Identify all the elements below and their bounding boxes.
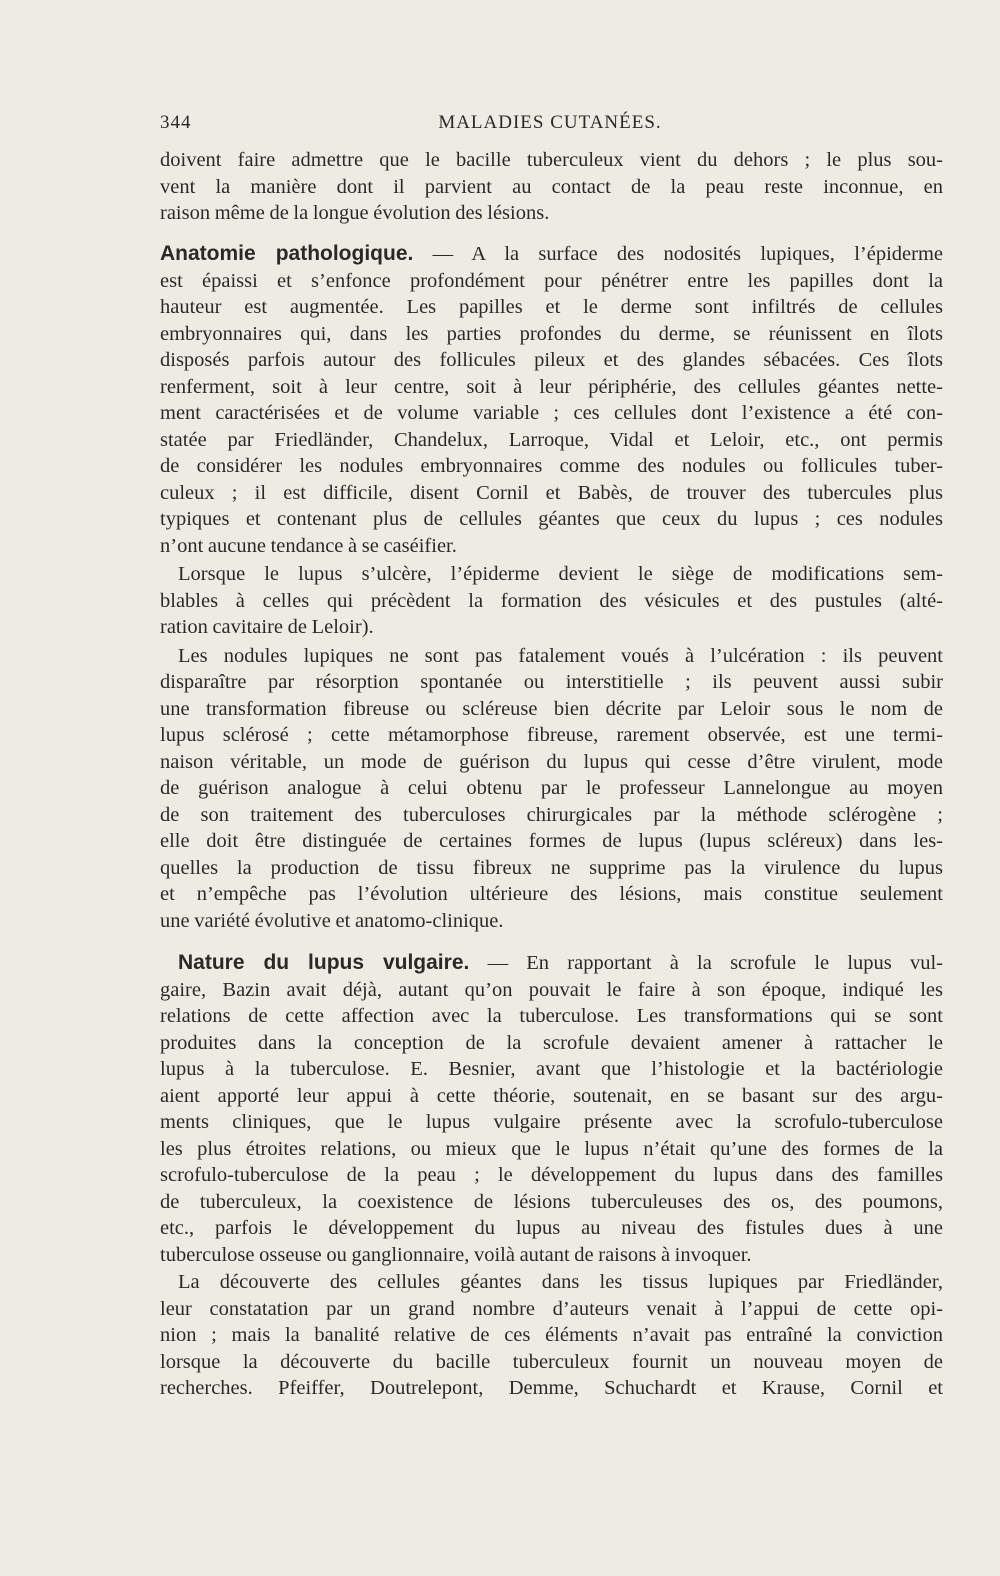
text-line: La découverte des cellules géantes dans les tissus lupiques par Friedländer, bbox=[178, 1271, 943, 1293]
text-line: produites dans la conception de la scrofule devaient amener à rattacher le bbox=[160, 1032, 943, 1054]
text-line: raison même de la longue évolution des lésions. bbox=[160, 202, 550, 224]
text-line: de tuberculeux, la coexistence de lésions tuberculeuses des os, des poumons, bbox=[160, 1191, 943, 1213]
text-line: scrofulo-tuberculose de la peau ; le développement du lupus dans des familles bbox=[160, 1164, 943, 1186]
text-line: une variété évolutive et anatomo-clinique. bbox=[160, 910, 504, 932]
text-line: une transformation fibreuse ou scléreuse bien décrite par Leloir sous le nom de bbox=[160, 698, 943, 720]
text-line: est épaissi et s’enfonce profondément pour pénétrer entre les papilles dont la bbox=[160, 270, 943, 292]
text-line: embryonnaires qui, dans les parties profondes du derme, se réunissent en îlots bbox=[160, 323, 943, 345]
text-line: quelles la production de tissu fibreux ne supprime pas la virulence du lupus bbox=[160, 857, 943, 879]
text-line: nion ; mais la banalité relative de ces éléments n’avait pas entraîné la conviction bbox=[160, 1324, 943, 1346]
section-heading-line bbox=[160, 949, 943, 977]
text-line: leur constatation par un grand nombre d’auteurs venait à l’appui de cette opi- bbox=[160, 1298, 943, 1320]
text-line: hauteur est augmentée. Les papilles et le derme sont infiltrés de cellules bbox=[160, 296, 943, 318]
text-line: ment caractérisées et de volume variable ; ces cellules dont l’existence a été con- bbox=[160, 402, 943, 424]
text-line: — En rapportant à la scrofule le lupus vul- bbox=[487, 952, 943, 974]
section-heading-nature: Nature du lupus vulgaire. bbox=[178, 951, 470, 974]
section-heading-line bbox=[160, 240, 943, 268]
text-line: lorsque la découverte du bacille tuberculeux fournit un nouveau moyen de bbox=[160, 1351, 943, 1373]
text-line: Lorsque le lupus s’ulcère, l’épiderme devient le siège de modifications sem- bbox=[178, 563, 943, 585]
text-line: naison véritable, un mode de guérison du lupus qui cesse d’être virulent, mode bbox=[160, 751, 943, 773]
text-line: disparaître par résorption spontanée ou interstitielle ; ils peuvent aussi subir bbox=[160, 671, 943, 693]
text-line: et n’empêche pas l’évolution ultérieure des lésions, mais constitue seulement bbox=[160, 883, 943, 905]
text-line: aient apporté leur appui à cette théorie, soutenait, en se basant sur des argu- bbox=[160, 1085, 943, 1107]
text-line: typiques et contenant plus de cellules géantes que ceux du lupus ; ces nodules bbox=[160, 508, 943, 530]
text-line: Les nodules lupiques ne sont pas fatalement voués à l’ulcération : ils peuvent bbox=[178, 645, 943, 667]
text-line: tuberculose osseuse ou ganglionnaire, voilà autant de raisons à invoquer. bbox=[160, 1244, 752, 1266]
text-line: lupus sclérosé ; cette métamorphose fibreuse, rarement observée, est une termi- bbox=[160, 724, 943, 746]
text-line: recherches. Pfeiffer, Doutrelepont, Demme, Schuchardt et Krause, Cornil et bbox=[160, 1377, 943, 1399]
text-line: culeux ; il est difficile, disent Cornil et Babès, de trouver des tubercules plus bbox=[160, 482, 943, 504]
text-line: relations de cette affection avec la tuberculose. Les transformations qui se sont bbox=[160, 1005, 943, 1027]
text-line: gaire, Bazin avait déjà, autant qu’on pouvait le faire à son époque, indiqué les bbox=[160, 979, 943, 1001]
text-line: de son traitement des tuberculoses chirurgicales par la méthode sclérogène ; bbox=[160, 804, 943, 826]
text-line: — A la surface des nodosités lupiques, l’épiderme bbox=[432, 243, 944, 265]
text-line: n’ont aucune tendance à se caséifier. bbox=[160, 535, 457, 557]
text-line: ration cavitaire de Leloir). bbox=[160, 616, 374, 638]
text-line: de considérer les nodules embryonnaires comme des nodules ou follicules tuber- bbox=[160, 455, 943, 477]
text-line: ments cliniques, que le lupus vulgaire présente avec la scrofulo-tuberculose bbox=[160, 1111, 943, 1133]
text-line: blables à celles qui précèdent la formation des vésicules et des pustules (alté- bbox=[160, 590, 943, 612]
text-line: de guérison analogue à celui obtenu par le professeur Lannelongue au moyen bbox=[160, 777, 943, 799]
running-header bbox=[160, 112, 940, 140]
text-line: etc., parfois le développement du lupus au niveau des fistules dues à une bbox=[160, 1217, 943, 1239]
text-line: statée par Friedländer, Chandelux, Larroque, Vidal et Leloir, etc., ont permis bbox=[160, 429, 943, 451]
text-line: doivent faire admettre que le bacille tuberculeux vient du dehors ; le plus sou- bbox=[160, 149, 943, 171]
running-title: MALADIES CUTANÉES. bbox=[438, 112, 662, 133]
text-line: elle doit être distinguée de certaines formes de lupus (lupus scléreux) dans les- bbox=[160, 830, 943, 852]
text-line: disposés parfois autour des follicules pileux et des glandes sébacées. Ces îlots bbox=[160, 349, 943, 371]
text-line: vent la manière dont il parvient au contact de la peau reste inconnue, en bbox=[160, 176, 943, 198]
page-number: 344 bbox=[160, 112, 192, 133]
text-line: lupus à la tuberculose. E. Besnier, avant que l’histologie et la bactériologie bbox=[160, 1058, 943, 1080]
text-line: les plus étroites relations, ou mieux que le lupus n’était qu’une des formes de la bbox=[160, 1138, 943, 1160]
text-line: renferment, soit à leur centre, soit à leur périphérie, des cellules géantes nette- bbox=[160, 376, 943, 398]
section-heading-anatomie: Anatomie pathologique. bbox=[160, 242, 414, 265]
